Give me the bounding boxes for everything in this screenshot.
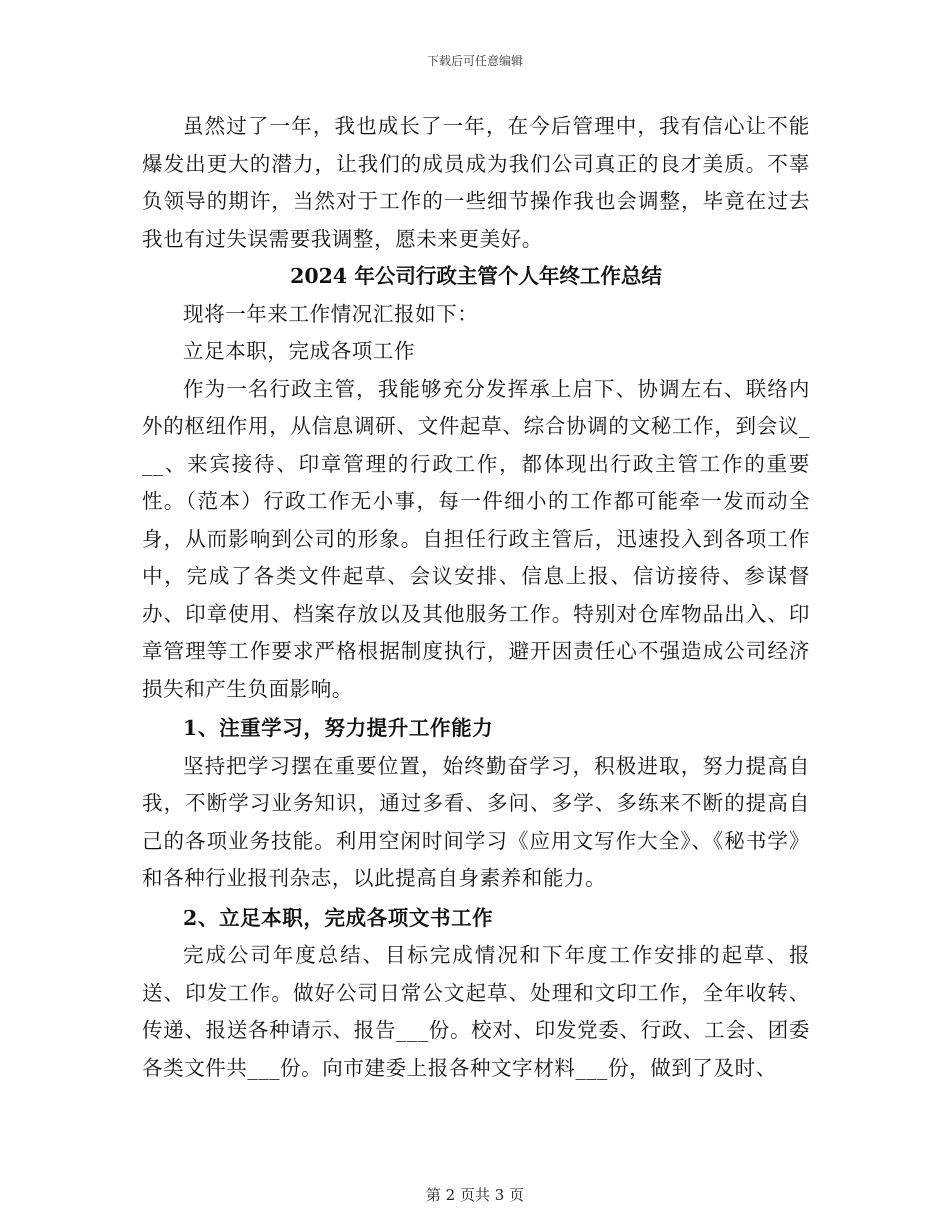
page-header: 下载后可任意编辑	[426, 54, 523, 68]
heading-2: 2、立足本职，完成各项文书工作	[183, 905, 494, 930]
document-title: 2024 年公司行政主管个人年终工作总结	[290, 264, 662, 288]
intro-paragraph: 虽然过了一年，我也成长了一年，在今后管理中，我有信心让不能爆发出更大的潜力，让我们的成员成为我们公司真正的良才美质。不辜负领导的期许，当然对于工作的一些细节操作我也会调整，毕竟在过去我也有过失误需要我调整，愿未来更美好。	[142, 114, 810, 251]
paragraph-2: 坚持把学习摆在重要位置，始终勤奋学习，积极进取，努力提高自我，不断学习业务知识，通过多看、多问、多学、多练来不断的提高自己的各项业务技能。利用空闲时间学习《应用文写作大全》、《秘书学》和各种行业报刊杂志，以此提高自身素养和能力。	[142, 753, 810, 890]
section-label: 立足本职，完成各项工作	[183, 339, 416, 363]
paragraph-3: 完成公司年度总结、目标完成情况和下年度工作安排的起草、报送、印发工作。做好公司日常公文起草、处理和文印工作，全年收转、传递、报送各种请示、报告___份。校对、印发党委、行政、工会、团委各类文件共___份。向市建委上报各种文字材料___份，做到了及时、	[142, 943, 810, 1080]
document-body	[142, 108, 810, 1087]
page-footer: 第 2 页共 3 页	[425, 1186, 525, 1204]
paragraph-1: 作为一名行政主管，我能够充分发挥承上启下、协调左右、联络内外的枢纽作用，从信息调研、文件起草、综合协调的文秘工作，到会议___、来宾接待、印章管理的行政工作，都体现出行政主管工作的重要性。（范本）行政工作无小事，每一件细小的工作都可能牵一发而动全身，从而影响到公司的形象。自担任行政主管后，迅速投入到各项工作中，完成了各类文件起草、会议安排、信息上报、信访接待、参谋督办、印章使用、档案存放以及其他服务工作。特别对仓库物品出入、印章管理等工作要求严格根据制度执行，避开因责任心不强造成公司经济损失和产生负面影响。	[142, 376, 810, 701]
opening-line: 现将一年来工作情况汇报如下：	[183, 301, 479, 326]
heading-1: 1、注重学习，努力提升工作能力	[183, 716, 494, 740]
